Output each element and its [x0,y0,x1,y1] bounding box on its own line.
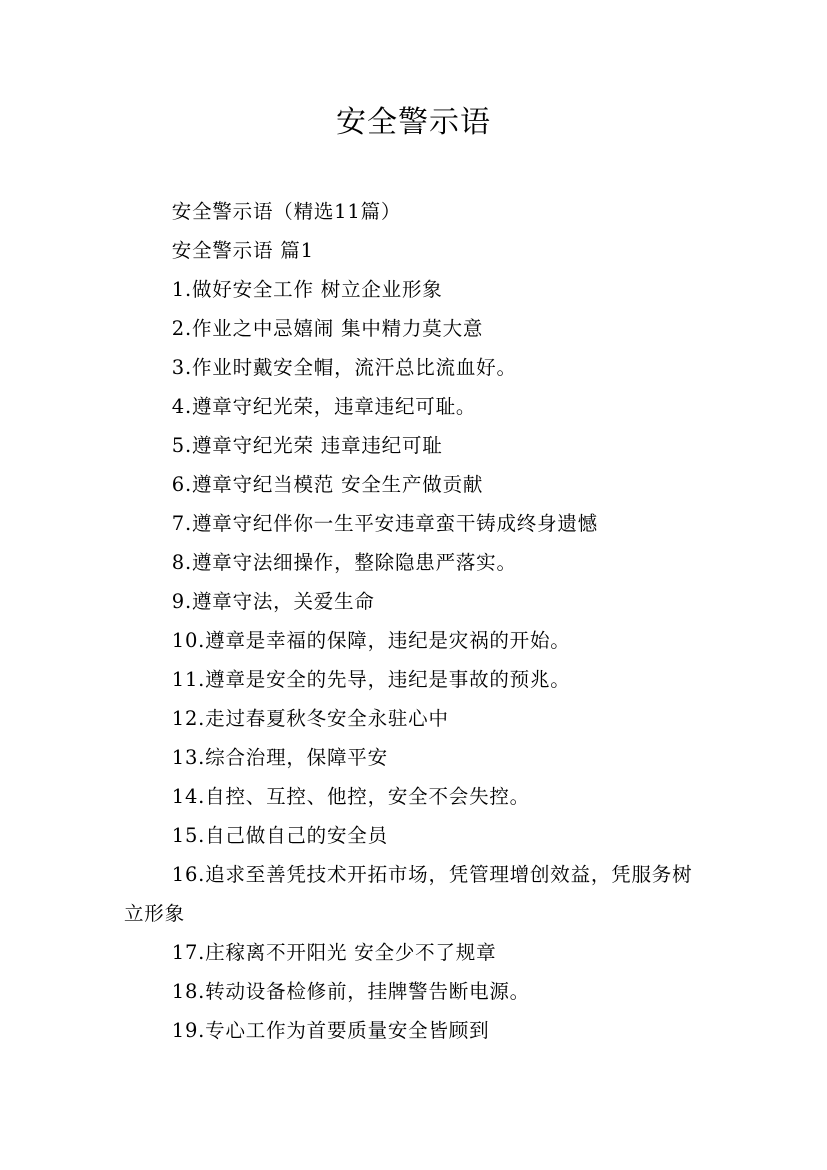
list-item: 15.自己做自己的安全员 [171,824,388,847]
list-item: 1.做好安全工作 树立企业形象 [171,278,443,301]
list-item: 17.庄稼离不开阳光 安全少不了规章 [171,941,497,964]
paragraph-subtitle: 安全警示语（精选11篇） [171,200,402,223]
list-item: 13.综合治理，保障平安 [171,746,388,769]
list-item: 18.转动设备检修前，挂牌警告断电源。 [171,980,530,1003]
document-body [124,192,709,1050]
list-item: 19.专心工作为首要质量安全皆顾到 [171,1019,490,1042]
list-item: 9.遵章守法，关爱生命 [171,590,375,613]
list-item: 11.遵章是安全的先导，违纪是事故的预兆。 [171,668,571,691]
list-item: 14.自控、互控、他控，安全不会失控。 [171,785,530,808]
list-item: 8.遵章守法细操作，整除隐患严落实。 [171,551,517,574]
list-item: 12.走过春夏秋冬安全永驻心中 [171,707,449,730]
list-item: 2.作业之中忌嬉闹 集中精力莫大意 [171,317,484,340]
paragraph-section-heading: 安全警示语 篇1 [171,239,314,262]
list-item: 10.遵章是幸福的保障，违纪是灾祸的开始。 [171,629,571,652]
list-item: 16.追求至善凭技术开拓市场，凭管理增创效益，凭服务树立形象 [124,863,693,925]
document-title: 安全警示语 [336,105,491,140]
list-item: 4.遵章守纪光荣，违章违纪可耻。 [171,395,477,418]
list-item: 3.作业时戴安全帽，流汗总比流血好。 [171,356,517,379]
list-item: 5.遵章守纪光荣 违章违纪可耻 [171,434,443,457]
list-item: 6.遵章守纪当模范 安全生产做贡献 [171,473,484,496]
list-item: 7.遵章守纪伴你一生平安违章蛮干铸成终身遗憾 [171,512,598,535]
